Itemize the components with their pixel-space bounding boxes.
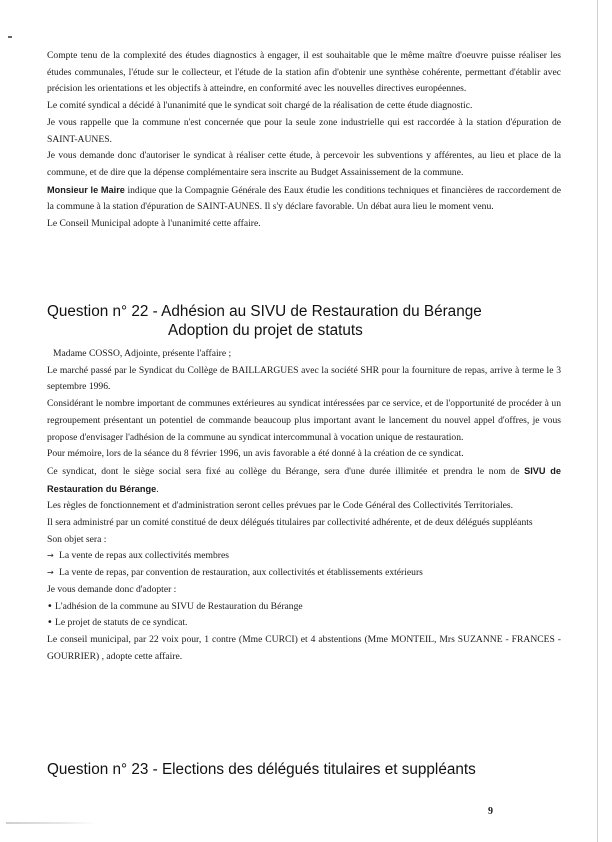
paragraph: Le marché passé par le Syndicat du Collège de BAILLARGUES avec la société SHR pour la fourniture de repas, arrive à terme le 3 septembre 1996. (47, 364, 561, 393)
paragraph: Les règles de fonctionnement et d'administration seront celles prévues par le Code Général des Collectivités Territoriales. (47, 500, 514, 512)
bullet-icon: • (47, 600, 53, 612)
list-item (47, 599, 561, 616)
list-item (47, 565, 561, 582)
page-number: 9 (488, 806, 493, 817)
paragraph: Le conseil municipal, par 22 voix pour, 1 contre (Mme CURCI) et 4 abstentions (Mme MONTEIL, Mrs SUZANNE - FRANCES - GOURRIER) , adopte cette affaire. (47, 633, 561, 662)
bullet-icon: • (47, 617, 53, 629)
paragraph (47, 463, 561, 498)
paragraph-text: . (156, 483, 159, 495)
list-item-text: Le projet de statuts de ce syndicat. (55, 617, 188, 629)
paragraph-text: indique que la Compagnie Générale des Eaux étudie les conditions techniques et financières de raccordement de la commune à la station d'épuration de SAINT-AUNES. Il s'y déclare favorable. Un débat aura lieu le moment venu. (47, 184, 561, 213)
list-item (47, 615, 561, 632)
paragraph: Je vous demande donc d'autoriser le syndicat à réaliser cette étude, à percevoir les subventions y afférentes, au lieu et place de la commune, et de dire que la dépense complémentaire sera inscrite au Budget Assainissement de la commune. (47, 150, 561, 178)
paragraph: Il sera administré par un comité constitué de deux délégués titulaires par collectivité adhérente, et de deux délégués suppléants (47, 517, 533, 529)
arrow-icon: → (47, 551, 54, 561)
scan-edge-line (597, 0, 598, 842)
question-22-subtitle: Adoption du projet de statuts (168, 322, 363, 339)
question-23-title: Question n° 23 - Elections des délégués titulaires et suppléants (47, 761, 476, 778)
question-23-heading (47, 760, 476, 779)
paragraph: Madame COSSO, Adjointe, présente l'affaire ; (53, 348, 232, 359)
paragraph (47, 182, 561, 216)
paragraph: Le Conseil Municipal adopte à l'unanimité cette affaire. (47, 218, 261, 230)
question-22-body (47, 346, 561, 665)
syndicate-name: SIVU de Restauration du Bérange (47, 465, 561, 494)
arrow-icon: → (47, 568, 54, 578)
paragraph: Le comité syndical a décidé à l'unanimité que le syndicat soit chargé de la réalisation de cette étude diagnostic. (47, 100, 473, 112)
paragraph-text: Ce syndicat, dont le siège social sera fixé au collège du Bérange, sera d'une durée illimitée et prendra le nom de (47, 465, 525, 477)
paragraph: Je vous demande donc d'adopter : (47, 583, 177, 595)
list-item (47, 548, 561, 565)
question-22-title: Question n° 22 - Adhésion au SIVU de Restauration du Bérange (47, 303, 482, 320)
scan-smudge (6, 822, 96, 824)
section-21-continuation (47, 48, 561, 233)
paragraph: Son objet sera : (47, 533, 107, 545)
paragraph: Compte tenu de la complexité des études diagnostics à engager, il est souhaitable que le même maître d'oeuvre puisse réaliser les études communales, l'étude sur le collecteur, et l'étude de la station afin d'obtenir une synthèse cohérente, permettant d'établir avec précision les orientations et les objectifs à atteindre, en conformité avec les nouvelles directives européennes. (47, 50, 561, 95)
list-item-text: L'adhésion de la commune au SIVU de Restauration du Bérange (55, 600, 303, 612)
question-22-heading (47, 302, 482, 340)
speaker-name: Monsieur le Maire (47, 184, 125, 195)
paragraph: Pour mémoire, lors de la séance du 8 février 1996, un avis favorable a été donné à la création de ce syndicat. (47, 448, 464, 460)
list-item-text: La vente de repas aux collectivités membres (59, 550, 229, 562)
paragraph: Considérant le nombre important de communes extérieures au syndicat intéressées par ce service, et de l'opportunité de procéder à un regroupement présentant un potentiel de commande beaucoup plus important avant le lancement du nouvel appel d'offres, je vous propose d'envisager l'adhésion de la commune au syndicat intercommunal à vocation unique de restauration. (47, 398, 561, 443)
list-item-text: La vente de repas, par convention de restauration, aux collectivités et établissements extérieurs (59, 567, 423, 579)
paragraph: Je vous rappelle que la commune n'est concernée que pour la seule zone industrielle qui est raccordée à la station d'épuration de SAINT-AUNES. (47, 116, 561, 145)
scan-speck (8, 36, 12, 38)
